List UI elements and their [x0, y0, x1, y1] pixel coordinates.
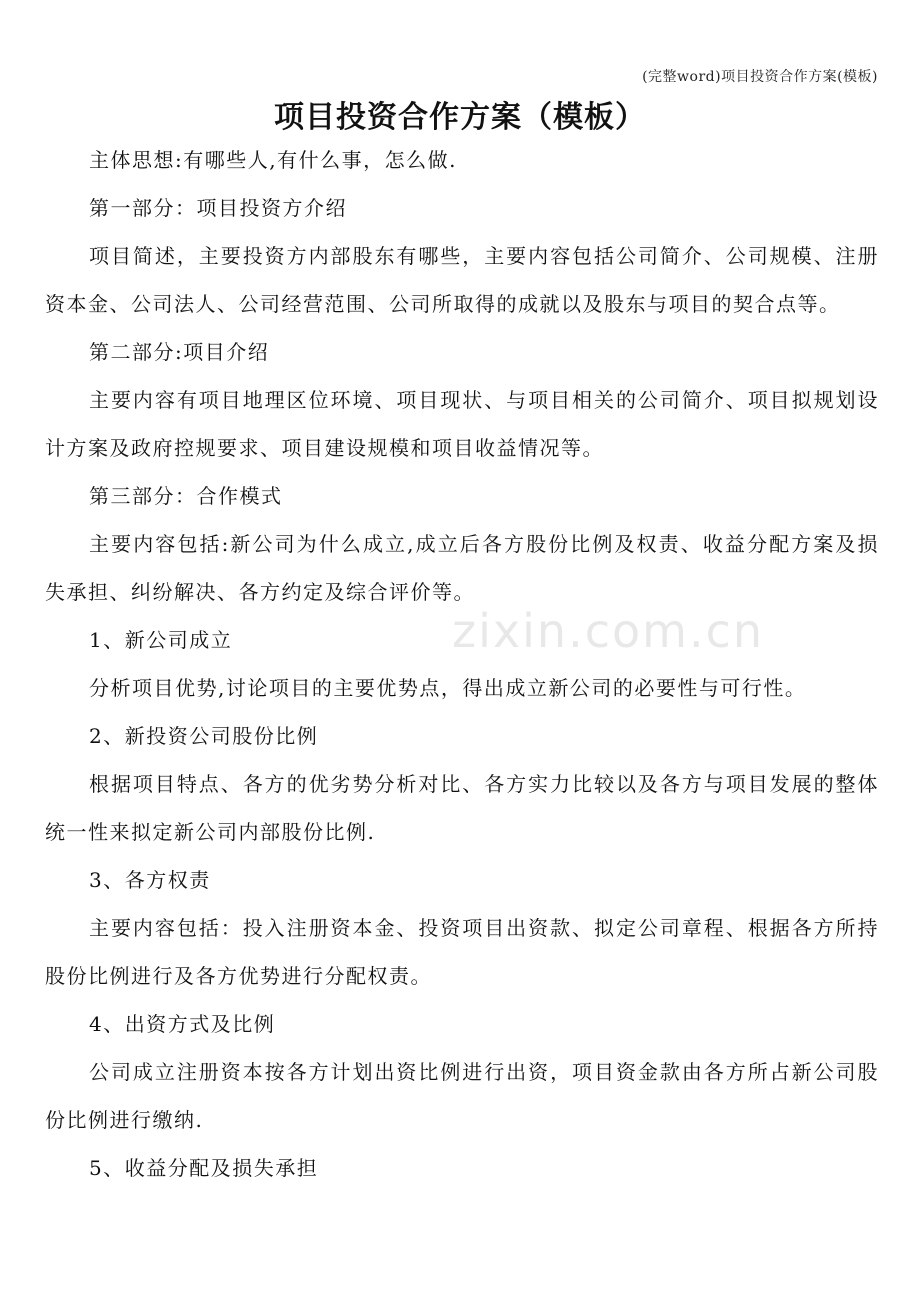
heading-rights-duties: 3、各方权责: [89, 868, 211, 892]
paragraph-part-two: 主要内容有项目地理区位环境、项目现状、与项目相关的公司简介、项目拟规划设计方案及政府控规要求、项目建设规模和项目收益情况等。: [45, 388, 879, 460]
heading-part-three: 第三部分：合作模式: [89, 484, 283, 508]
paragraph-rights-duties: 主要内容包括：投入注册资本金、投资项目出资款、拟定公司章程、根据各方所持股份比例进行及各方优势进行分配权责。: [45, 916, 879, 988]
heading-part-one: 第一部分：项目投资方介绍: [89, 196, 347, 220]
paragraph-main-idea: 主体思想:有哪些人,有什么事，怎么做.: [89, 148, 457, 172]
running-header: (完整word)项目投资合作方案(模板): [642, 69, 878, 85]
document-body: [45, 136, 879, 1192]
heading-share-ratio: 2、新投资公司股份比例: [89, 724, 319, 748]
paragraph-new-company: 分析项目优势,讨论项目的主要优势点，得出成立新公司的必要性与可行性。: [89, 676, 807, 700]
document-title: 项目投资合作方案（模板）: [274, 100, 646, 135]
heading-profit-loss: 5、收益分配及损失承担: [89, 1156, 319, 1180]
paragraph-share-ratio: 根据项目特点、各方的优劣势分析对比、各方实力比较以及各方与项目发展的整体统一性来拟定新公司内部股份比例.: [45, 772, 879, 844]
paragraph-part-three: 主要内容包括:新公司为什么成立,成立后各方股份比例及权责、收益分配方案及损失承担、纠纷解决、各方约定及综合评价等。: [45, 532, 879, 604]
heading-new-company: 1、新公司成立: [89, 628, 233, 652]
heading-contribution: 4、出资方式及比例: [89, 1012, 276, 1036]
watermark: zixin.com.cn: [452, 604, 765, 658]
paragraph-contribution: 公司成立注册资本按各方计划出资比例进行出资，项目资金款由各方所占新公司股份比例进行缴纳.: [45, 1060, 879, 1132]
paragraph-part-one: 项目简述，主要投资方内部股东有哪些，主要内容包括公司简介、公司规模、注册资本金、公司法人、公司经营范围、公司所取得的成就以及股东与项目的契合点等。: [45, 244, 879, 316]
heading-part-two: 第二部分:项目介绍: [89, 340, 270, 364]
